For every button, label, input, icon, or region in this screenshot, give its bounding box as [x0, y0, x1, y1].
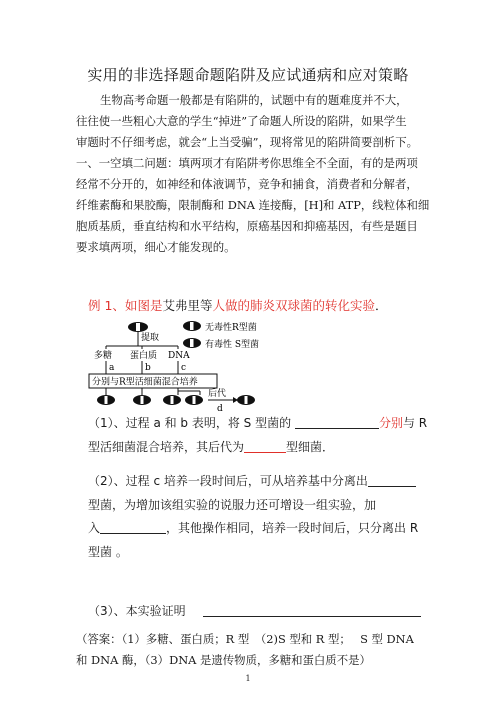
culture-label: 分别与R型活细菌混合培养: [92, 377, 198, 388]
text-line: [88, 470, 438, 494]
q3-text: （3）、本实验证明: [88, 604, 186, 618]
q1-red-word: 分别: [378, 416, 403, 430]
example-red-text: 图是: [137, 298, 163, 313]
component-protein: 蛋白质: [130, 351, 158, 361]
legend-r-label: 无毒性R型菌: [205, 323, 257, 333]
text-line: 和 DNA 酶，（3）DNA 是遗传物质，多糖和蛋白质不是）: [76, 653, 371, 667]
example-mid-text: 艾弗里等: [162, 298, 213, 313]
extract-label: 提取: [141, 333, 160, 343]
q2-text: ，其他操作相同，培养一段时间后，只分离出 R: [166, 521, 419, 535]
q2-text: （2）、过程 c 培养一段时间后，可从培养基中分离出: [88, 474, 368, 488]
component-polysaccharide: 多糖: [94, 351, 113, 361]
page-title: 实用的非选择题命题陷阱及应试通病和应对策略: [87, 66, 409, 84]
q1-text: （1）、过程 a 和 b 表明，将 S 型菌的: [88, 416, 292, 430]
process-b-label: b: [145, 363, 151, 373]
process-a-label: a: [109, 363, 115, 373]
q2-text: 入: [88, 521, 101, 535]
text-line: 型菌 。: [88, 544, 128, 559]
answer-blank[interactable]: [203, 602, 421, 617]
text-line: 往往使一些粗心大意的学生“掉进”了命题人所设的陷阱，如果学生: [76, 114, 407, 128]
text-line: [76, 90, 438, 111]
question-3: [88, 600, 438, 624]
process-d-label: d: [217, 404, 223, 414]
q1-text: 型活细菌混合培养，其后代为: [88, 439, 245, 454]
text-line: 一、一空填二问题：填两项才有陷阱考你思维全不全面，有的是两项: [76, 156, 418, 170]
answer-blank[interactable]: [295, 414, 379, 429]
text-line: 型菌，为增加该组实验的说服力还可增设一组实验，加: [88, 497, 377, 512]
answer-blank[interactable]: [244, 438, 286, 453]
question-1: [88, 412, 438, 459]
q1-text: 与 R: [402, 416, 428, 430]
transformation-diagram: [88, 318, 308, 414]
text-line: 纤维素酶和果胶酶，限制酶和 DNA 连接酶，[H]和 ATP，线粒体和细: [76, 198, 430, 212]
example-end: ．: [374, 298, 388, 313]
text-line: [88, 517, 438, 541]
answer-key: [76, 629, 438, 671]
answer-blank[interactable]: [368, 472, 416, 487]
legend-s-label: 有毒性 S型菌: [205, 340, 260, 350]
text-line: 经常不分开的，如神经和体液调节，竞争和捕食，消费者和分解者，: [76, 177, 418, 191]
page-number: 1: [245, 674, 251, 683]
component-dna: DNA: [168, 351, 190, 361]
offspring-label: 后代: [208, 389, 227, 399]
intro-paragraph: [76, 90, 438, 258]
text-line: 胞质基质，垂直结构和水平结构，原癌基因和抑癌基因，有些是题目: [76, 219, 418, 233]
process-c-label: c: [181, 363, 187, 373]
example-label: 例 1、如: [88, 298, 138, 313]
text-line: 审题时不仔细考虑，就会“上当受骗”，现将常见的陷阱简要剖析下。: [76, 135, 418, 149]
q1-text: 型细菌．: [286, 439, 335, 454]
text-line: （答案：（1）多糖、蛋白质；R 型 （2)S 型和 R 型； S 型 DNA: [76, 632, 414, 646]
text-line: [88, 600, 438, 624]
example-red-text: 人做的肺炎双球菌的转化实验: [212, 298, 375, 313]
text-line: [88, 436, 438, 460]
answer-blank[interactable]: [100, 519, 166, 534]
question-2: [88, 470, 438, 564]
text-line: [88, 412, 438, 436]
example-heading: [88, 296, 388, 314]
text-line-content: 生物高考命题一般都是有陷阱的，试题中有的题难度并不大，: [100, 93, 408, 107]
text-line: 要求填两项，细心才能发现的。: [76, 240, 236, 254]
